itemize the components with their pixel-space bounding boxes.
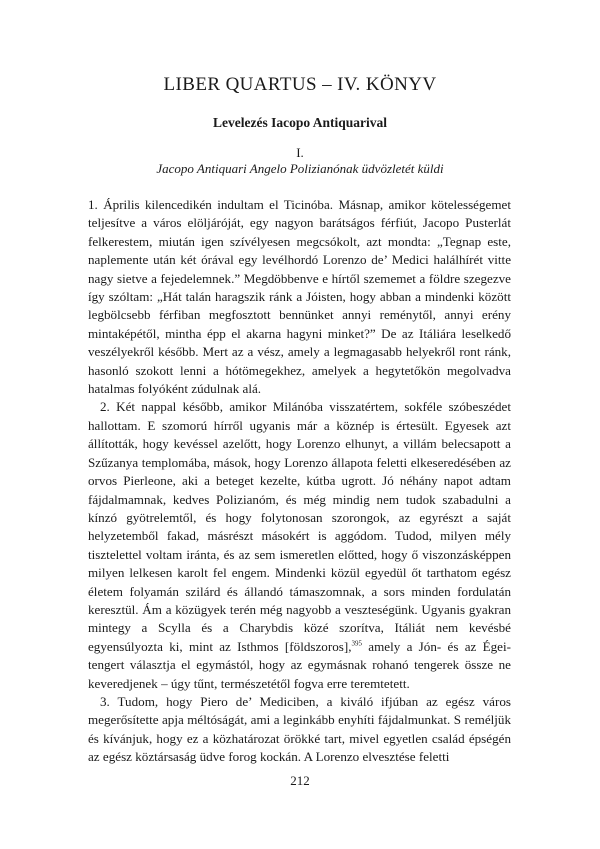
body-text — [88, 196, 511, 767]
letter-number: I. — [296, 145, 304, 160]
paragraph-2-text-before: 2. Két nappal később, amikor Milánóba visszatértem, sokféle szóbeszédet hallottam. E szomorú hírről ugyanis már a köznép is értesült. Egyesek azt állították, hogy kevéssel azelőtt, hogy Lorenzo elhunyt, a villám belecsapott a Szűzanya templomába, mások, hogy Lorenzo állapota feletti elkeseredésében az orvos Pierleone, aki a beteget kezelte, kútba ugrott. Jó néhány napot adtam fájdalmamnak, kedves Polizianóm, és még mindig nem tudok szabadulni a kínzó gyötrelemtől, és hogy folytonosan szorongok, az egyrészt a saját helyzetemből fakad, másrészt másokért is aggódom. Tudod, milyen mély tisztelettel voltam iránta, és az sem ismeretlen előtted, hogy ő viszonzásképpen milyen lelkesen karolt fel engem. Mindenki közül egyedül őt tarthatom egész életem folyamán szilárd és állandó támaszomnak, a sors minden fordulatán keresztül. Ám a közügyek terén még nagyobb a veszteségünk. Ugyanis gyakran mintegy a Scylla és a Charybdis közé szorítva, Itáliát nem kevésbé egyensúlyozta ki, mint az Isthmos [földszoros], — [88, 399, 511, 654]
footnote-reference[interactable]: 395 — [351, 639, 362, 648]
letter-heading: Jacopo Antiquari Angelo Polizianónak üdvözletét küldi — [156, 161, 444, 176]
paragraph-1: 1. Április kilencedikén indultam el Ticinóba. Másnap, amikor kötelességemet teljesítve a város elöljáróját, egy nagyon barátságos férfiút, Jacopo Pusterlát felkerestem, miután igen szívélyesen megcsókolt, azt mondta: „Tegnap este, naplemente után két órával egy levélhordó Lorenzo de’ Medici halálhírét vitte nagy sietve a fejedelemnek.” Megdöbbenve e hírtől szememet a földre szegezve így szóltam: „Hát talán haragszik ránk a Jóisten, hogy abban a mindenki között legbölcsebb férfiban megfosztott bennünket annyi reménytől, annyi erény mintaképétől, mintha épp el akarna hagyni minket?” De az Itáliára leselkedő veszélyekről később. Mert az a vész, amely a legmagasabb helyekről ront ránk, hasonló szokott lenni a hótömegekhez, amelyek a hegytetőkön megolvadva hatalmas folyóként zúdulnak alá. — [88, 197, 511, 397]
paragraph-2 — [88, 398, 511, 693]
section-title: Levelezés Iacopo Antiquarival — [213, 115, 387, 130]
paragraph-3: 3. Tudom, hogy Piero de’ Mediciben, a kiváló ifjúban az egész város megerősítette apja méltóságát, ami a leginkább enyhíti fájdalmunkat. S reméljük és kívánjuk, hogy ez a közhatározat örökké tart, mivel egyetlen család épségén az egész köztársaság üdve forog kockán. A Lorenzo elvesztése feletti — [88, 693, 511, 765]
paragraph-2-text-after: amely a Jón- és az Égei-tengert választja el egymástól, hogy az egymásnak rohanó tengerek össze ne keveredjenek – úgy tűnt, természetétől fogva erre teremtetett. — [88, 638, 511, 691]
chapter-title: LIBER QUARTUS – IV. KÖNYV — [163, 74, 437, 95]
page-number: 212 — [290, 773, 310, 788]
